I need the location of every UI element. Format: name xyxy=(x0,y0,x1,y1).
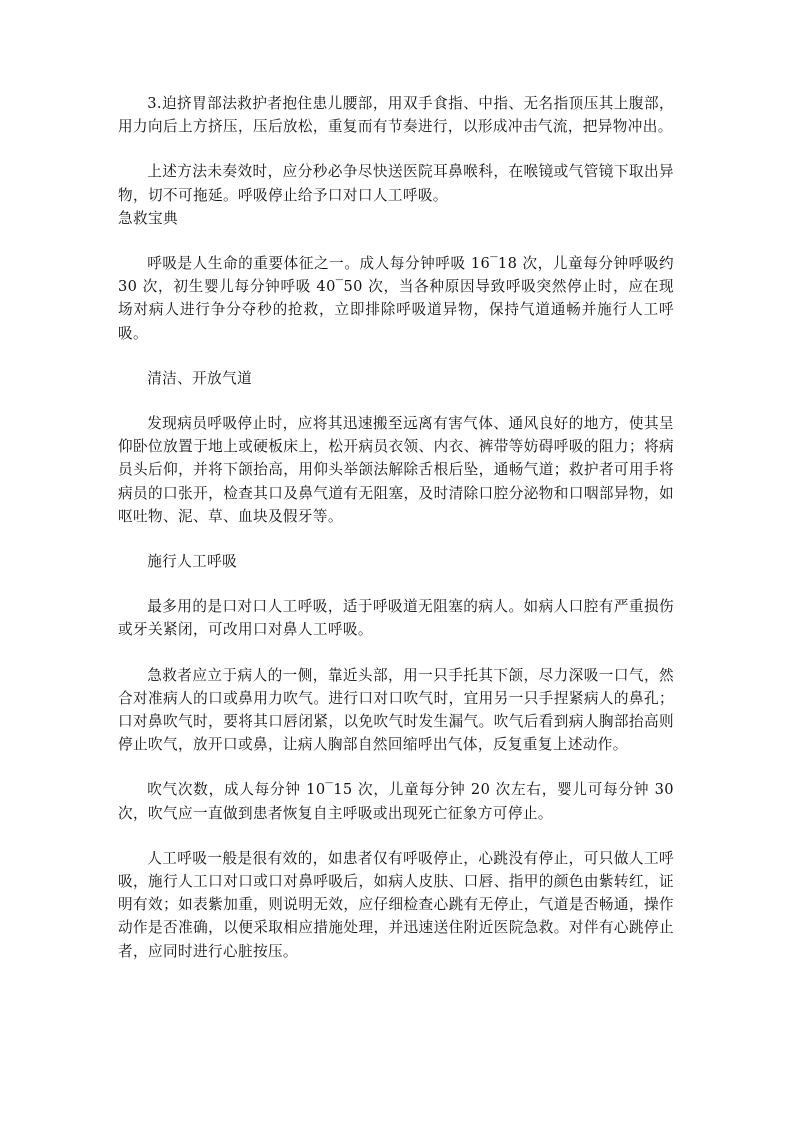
document-page xyxy=(118,92,674,985)
section-title-first-aid-guide: 急救宝典 xyxy=(118,209,178,227)
paragraph-breath-rate: 吹气次数，成人每分钟 10‾15 次，儿童每分钟 20 次左右，婴儿可每分钟 30 次，吹气应一直做到患者恢复自主呼吸或出现死亡征象方可停止。 xyxy=(118,781,674,822)
heading-clear-airway: 清洁、开放气道 xyxy=(147,369,253,387)
paragraph-breathing-intro: 呼吸是人生命的重要体征之一。成人每分钟呼吸 16‾18 次，儿童每分钟呼吸约 30 次，初生婴儿每分钟呼吸 40‾50 次，当各种原因导致呼吸突然停止时，应在现场对病人进行争分夺秒的抢救，立即排除呼吸道异物，保持气道通畅并施行人工呼吸。 xyxy=(118,255,674,342)
paragraph-effectiveness: 人工呼吸一般是很有效的，如患者仅有呼吸停止，心跳没有停止，可只做人工呼吸，施行人工口对口或口对鼻呼吸后，如病人皮肤、口唇、指甲的颜色由紫转红，证明有效；如表紫加重，则说明无效，应仔细检查心跳有无停止，气道是否畅通，操作动作是否准确，以便采取相应措施处理，并迅速送住附近医院急救。对伴有心跳停止者，应同时进行心脏按压。 xyxy=(118,849,674,960)
paragraph-clear-airway: 发现病员呼吸停止时，应将其迅速搬至远离有害气体、通风良好的地方，使其呈仰卧位放置于地上或硬板床上，松开病员衣领、内衣、裤带等妨碍呼吸的阻力；将病员头后仰，并将下颌抬高，用仰头举颌法解除舌根后坠，通畅气道；救护者可用手将病员的口张开，检查其口及鼻气道有无阻塞，及时清除口腔分泌物和口咽部异物，如呕吐物、泥、草、血块及假牙等。 xyxy=(118,415,674,525)
paragraph-abdominal-thrust: 3.迫挤胃部法救护者抱住患儿腰部，用双手食指、中指、无名指顶压其上腹部，用力向后上方挤压，压后放松，重复而有节奏进行，以形成冲击气流，把异物冲出。 xyxy=(118,95,674,136)
paragraph-mouth-to-mouth: 最多用的是口对口人工呼吸，适于呼吸道无阻塞的病人。如病人口腔有严重损伤或牙关紧闭，可改用口对鼻人工呼吸。 xyxy=(118,598,674,639)
paragraph-rescuer-procedure: 急救者应立于病人的一侧，靠近头部，用一只手托其下颌，尽力深吸一口气，然合对准病人的口或鼻用力吹气。进行口对口吹气时，宜用另一只手捏紧病人的鼻孔；口对鼻吹气时，要将其口唇闭紧，以免吹气时发生漏气。吹气后看到病人胸部抬高则停止吹气，放开口或鼻，让病人胸部自然回缩呼出气体，反复重复上述动作。 xyxy=(118,666,674,754)
heading-artificial-respiration: 施行人工呼吸 xyxy=(147,553,238,571)
paragraph-hospital-referral: 上述方法未奏效时，应分秒必争尽快送医院耳鼻喉科，在喉镜或气管镜下取出异物，切不可拖延。呼吸停止给予口对口人工呼吸。 xyxy=(118,163,674,204)
